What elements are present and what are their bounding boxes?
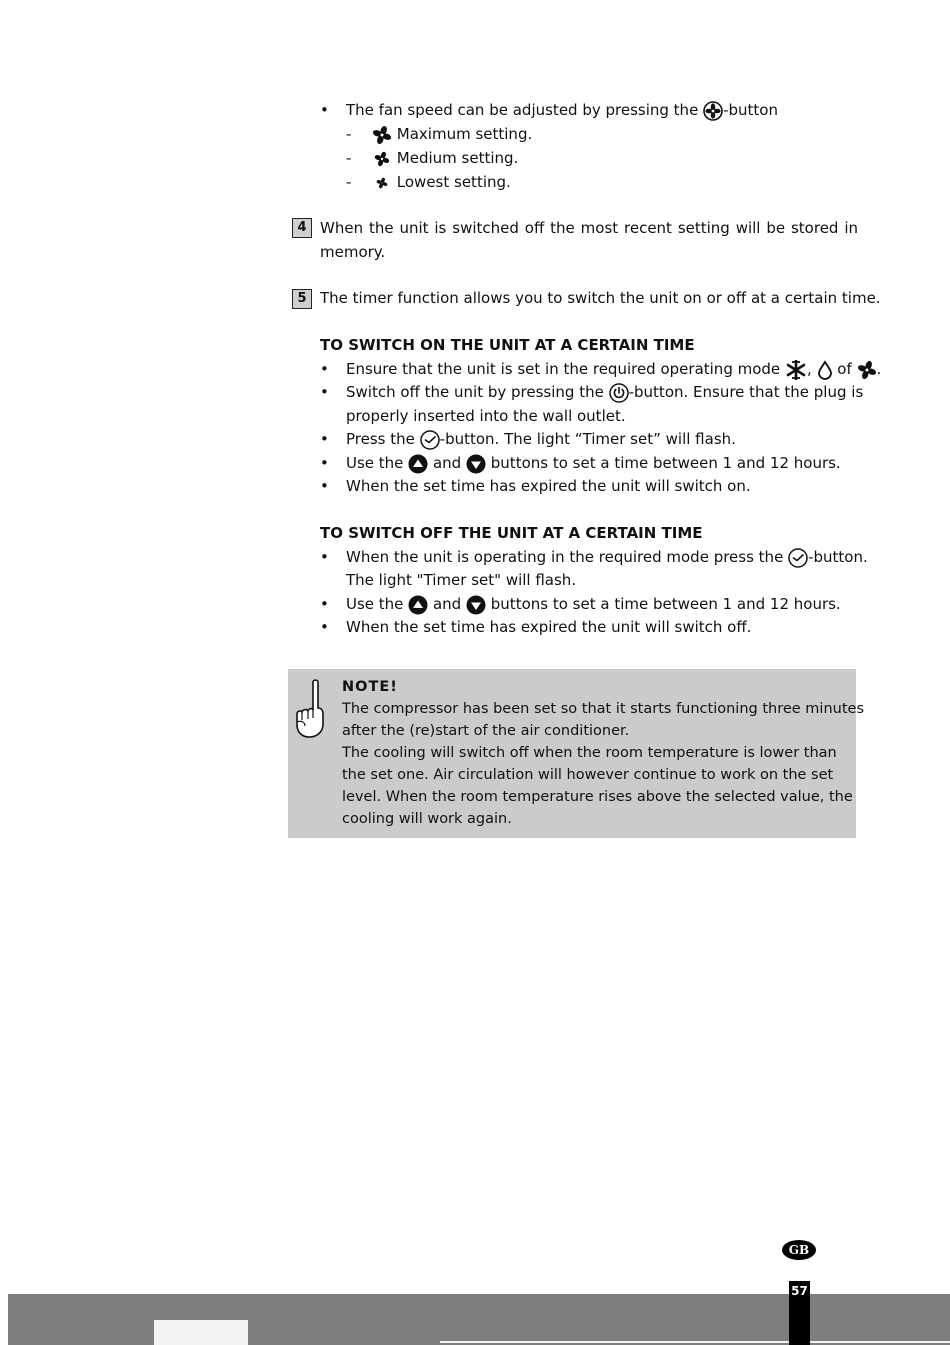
switch-off-step-set-time bbox=[346, 594, 841, 615]
off-set-time-text: Use the bbox=[346, 595, 404, 613]
timer-button-icon bbox=[420, 430, 440, 450]
timer-text: Press the bbox=[346, 430, 415, 448]
fan-level-low bbox=[372, 172, 511, 193]
timer-button-icon bbox=[788, 548, 808, 568]
off-timer-suffix: -button. bbox=[808, 548, 868, 566]
bullet: • bbox=[320, 618, 329, 636]
step4-text-line2: memory. bbox=[320, 243, 386, 261]
note-line: after the (re)start of the air conditioner. bbox=[342, 723, 630, 739]
step4-text-line1: When the unit is switched off the most recent setting will be stored in bbox=[320, 219, 858, 237]
switch-on-step-mode bbox=[346, 359, 881, 380]
switch-off-step-timer-line2: The light "Timer set" will flash. bbox=[346, 571, 577, 589]
note-line: The cooling will switch off when the room temperature is lower than bbox=[342, 745, 837, 761]
switch-on-step-power bbox=[346, 382, 864, 403]
fan-intro-text: The fan speed can be adjusted by pressing the bbox=[346, 101, 699, 119]
set-time-text: Use the bbox=[346, 454, 404, 472]
footer-divider bbox=[440, 1341, 950, 1343]
dash: - bbox=[346, 125, 352, 143]
mode-text: Ensure that the unit is set in the required operating mode bbox=[346, 360, 781, 378]
dehumidify-mode-icon bbox=[817, 360, 833, 380]
note-line: the set one. Air circulation will however continue to work on the set bbox=[342, 767, 834, 783]
bullet: • bbox=[320, 383, 329, 401]
cooling-mode-icon bbox=[785, 360, 807, 380]
bullet: • bbox=[320, 477, 329, 495]
language-badge: GB bbox=[782, 1240, 816, 1260]
power-text-suffix: -button. Ensure that the plug is bbox=[628, 383, 864, 401]
bullet: • bbox=[320, 454, 329, 472]
bullet: • bbox=[320, 595, 329, 613]
fan-level-label: Maximum setting. bbox=[396, 125, 533, 143]
switch-on-step-set-time bbox=[346, 453, 841, 474]
fan-level-label: Medium setting. bbox=[396, 149, 519, 167]
mode-period: . bbox=[876, 360, 882, 378]
set-time-suffix: buttons to set a time between 1 and 12 hours. bbox=[490, 454, 841, 472]
off-timer-text: When the unit is operating in the required mode press the bbox=[346, 548, 784, 566]
down-arrow-button-icon bbox=[466, 454, 486, 474]
power-button-icon bbox=[609, 383, 629, 403]
fan-intro-suffix: -button bbox=[723, 101, 778, 119]
down-arrow-button-icon bbox=[466, 595, 486, 615]
switch-on-step-expired: When the set time has expired the unit will switch on. bbox=[346, 477, 751, 495]
up-arrow-button-icon bbox=[408, 595, 428, 615]
switch-on-step-timer bbox=[346, 429, 736, 450]
bullet: • bbox=[320, 101, 329, 119]
switch-off-step-timer bbox=[346, 547, 868, 568]
page-number: 57 bbox=[789, 1281, 810, 1345]
up-arrow-button-icon bbox=[408, 454, 428, 474]
fan-medium-icon bbox=[372, 149, 392, 169]
off-set-time-and: and bbox=[432, 595, 462, 613]
step5-text: The timer function allows you to switch the unit on or off at a certain time. bbox=[320, 289, 881, 307]
fan-level-label: Lowest setting. bbox=[396, 173, 511, 191]
dash: - bbox=[346, 173, 352, 191]
fan-max-icon bbox=[372, 125, 392, 145]
timer-text-suffix: -button. The light “Timer set” will flash. bbox=[439, 430, 736, 448]
switch-on-heading: TO SWITCH ON THE UNIT AT A CERTAIN TIME bbox=[320, 336, 695, 354]
note-line: level. When the room temperature rises above the selected value, the bbox=[342, 789, 853, 805]
dash: - bbox=[346, 149, 352, 167]
fan-button-icon bbox=[703, 101, 723, 121]
footer-tab-decoration bbox=[154, 1320, 248, 1345]
bullet: • bbox=[320, 360, 329, 378]
switch-off-step-expired: When the set time has expired the unit will switch off. bbox=[346, 618, 752, 636]
set-time-and: and bbox=[432, 454, 462, 472]
off-set-time-suffix: buttons to set a time between 1 and 12 hours. bbox=[490, 595, 841, 613]
power-text: Switch off the unit by pressing the bbox=[346, 383, 604, 401]
pointing-hand-icon bbox=[293, 678, 329, 740]
fan-low-icon bbox=[372, 173, 392, 193]
mode-separator: , bbox=[806, 360, 812, 378]
switch-on-step-power-line2: properly inserted into the wall outlet. bbox=[346, 407, 626, 425]
note-line: The compressor has been set so that it starts functioning three minutes bbox=[342, 701, 864, 717]
bullet: • bbox=[320, 430, 329, 448]
fan-level-medium bbox=[372, 148, 518, 169]
note-line: cooling will work again. bbox=[342, 811, 512, 827]
fan-mode-icon bbox=[857, 360, 877, 380]
note-title: NOTE! bbox=[342, 679, 398, 695]
step-number-4: 4 bbox=[292, 218, 312, 238]
switch-off-heading: TO SWITCH OFF THE UNIT AT A CERTAIN TIME bbox=[320, 524, 703, 542]
step-number-5: 5 bbox=[292, 289, 312, 309]
fan-speed-intro bbox=[346, 100, 778, 121]
fan-level-max bbox=[372, 124, 532, 145]
bullet: • bbox=[320, 548, 329, 566]
mode-of-text: of bbox=[837, 360, 852, 378]
